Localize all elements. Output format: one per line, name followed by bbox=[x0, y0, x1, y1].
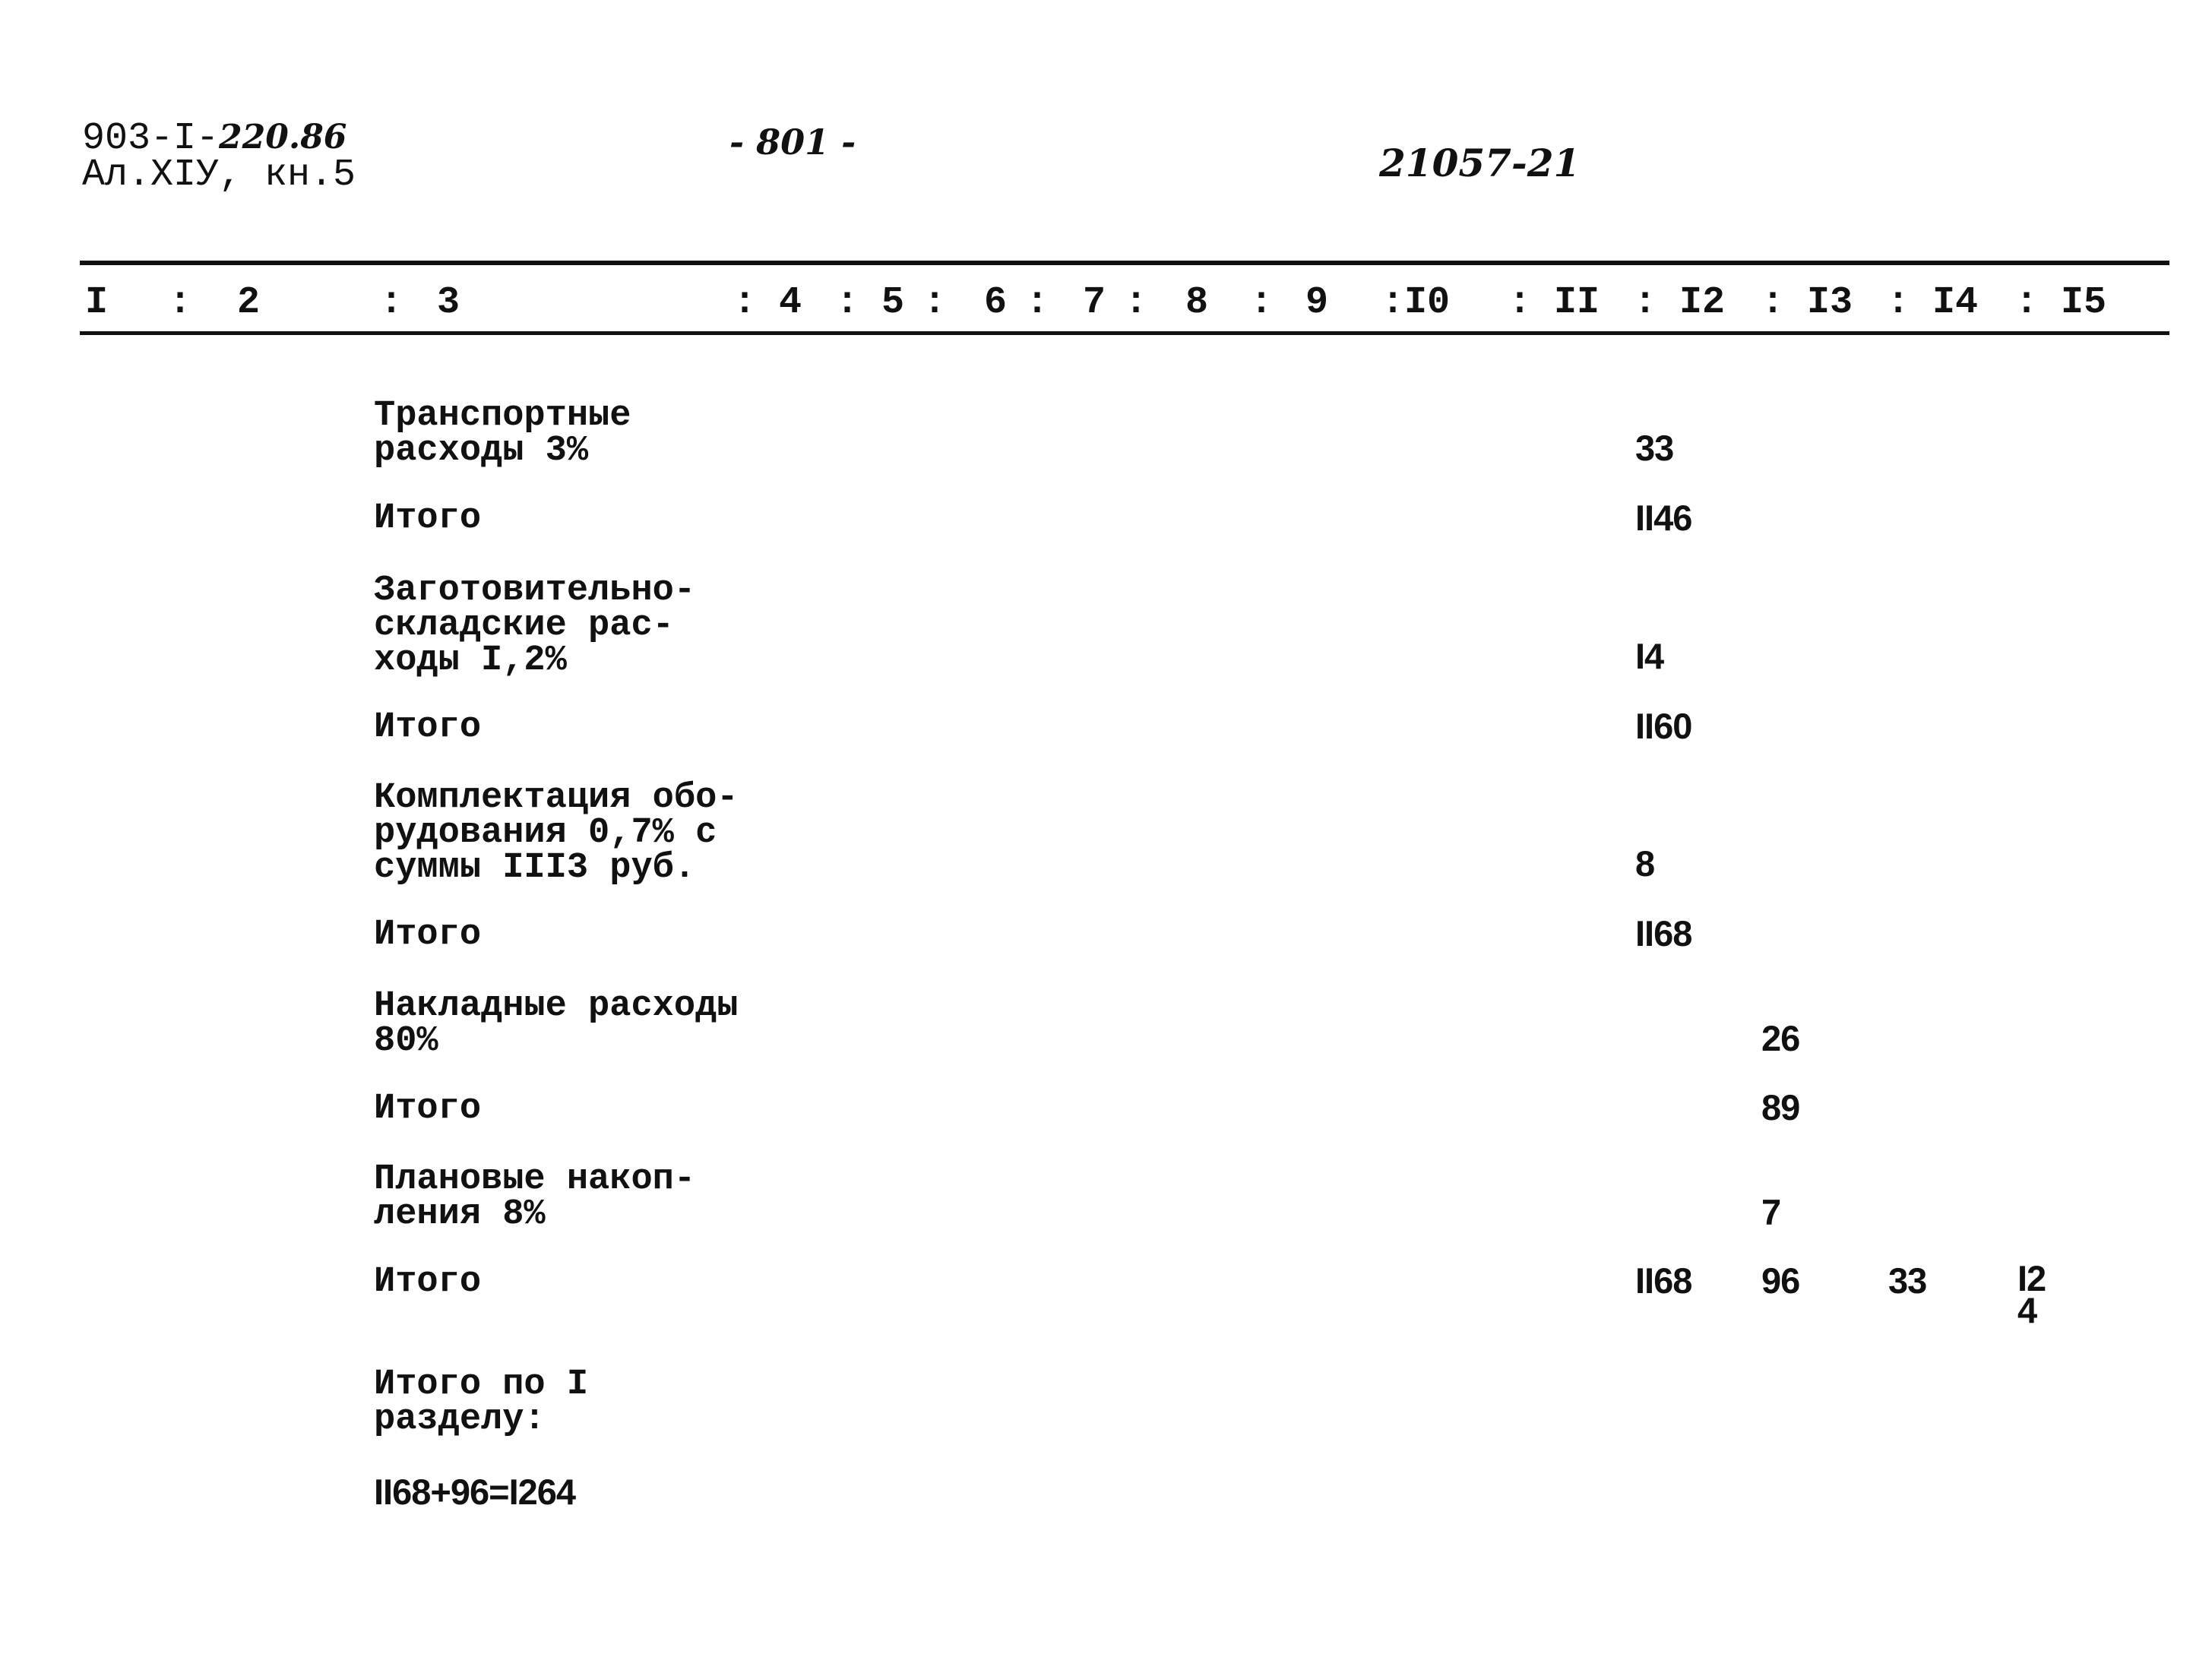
row-value-col13: 26 bbox=[1761, 1018, 1800, 1058]
row-value-col15: I2 4 bbox=[2017, 1258, 2046, 1330]
col-sep: : bbox=[1250, 281, 1274, 324]
row-value-col13: 7 bbox=[1761, 1192, 1781, 1232]
col-8: 8 bbox=[1185, 281, 1209, 324]
col-11: : II bbox=[1508, 281, 1600, 324]
col-13: : I3 bbox=[1761, 281, 1853, 324]
section-total-formula: II68+96=I264 bbox=[374, 1472, 576, 1512]
row-value-col13: 96 bbox=[1761, 1260, 1800, 1301]
row-value-col14: 33 bbox=[1888, 1260, 1927, 1301]
row-value-col12: 8 bbox=[1635, 843, 1655, 884]
col-3: 3 bbox=[437, 281, 460, 324]
col-7: 7 bbox=[1083, 281, 1106, 324]
row-value-col12: II60 bbox=[1635, 706, 1692, 746]
col-sep: : bbox=[169, 281, 192, 324]
col-6: 6 bbox=[984, 281, 1008, 324]
row-label: Итого bbox=[374, 1089, 482, 1129]
row-value-col12: 33 bbox=[1635, 428, 1674, 468]
col-4: : 4 bbox=[733, 281, 802, 324]
section-total-label: Итого по I разделу: bbox=[374, 1364, 589, 1440]
header-underline bbox=[80, 331, 2169, 335]
col-12: : I2 bbox=[1634, 281, 1726, 324]
col-5: : 5 bbox=[836, 281, 905, 324]
doc-code-printed: 903-I- bbox=[82, 117, 220, 160]
doc-code-handwritten: 220.86 bbox=[219, 118, 347, 157]
row-label: Заготовительно- складские рас- ходы I,2% bbox=[374, 571, 696, 681]
row-label: Итого bbox=[374, 707, 482, 748]
col-sep: : bbox=[1026, 281, 1049, 324]
col-sep: : bbox=[380, 281, 403, 324]
doc-code bbox=[82, 118, 347, 159]
col-15: : I5 bbox=[2015, 281, 2107, 324]
col-sep: : bbox=[923, 281, 947, 324]
col-14: : I4 bbox=[1887, 281, 1979, 324]
row-label: Итого bbox=[374, 1262, 482, 1302]
row-label: Плановые накоп- ления 8% bbox=[374, 1159, 696, 1235]
top-rule bbox=[80, 261, 2169, 265]
row-value-col12: I4 bbox=[1635, 636, 1664, 676]
col-9: 9 bbox=[1305, 281, 1329, 324]
row-label: Итого bbox=[374, 498, 482, 539]
page-number: - 801 - bbox=[729, 122, 856, 163]
album-line: Ал.XIУ, кн.5 bbox=[82, 153, 356, 197]
row-label: Комплектация обо- рудования 0,7% с суммы III3 руб. bbox=[374, 778, 739, 888]
row-label: Итого bbox=[374, 915, 482, 955]
col-2: 2 bbox=[237, 281, 261, 324]
row-value-col12: II46 bbox=[1635, 498, 1692, 538]
col-sep: : bbox=[1125, 281, 1148, 324]
row-label: Накладные расходы 80% bbox=[374, 986, 739, 1061]
row-label: Транспортные расходы 3% bbox=[374, 396, 631, 471]
col-10: :I0 bbox=[1381, 281, 1451, 324]
row-value-col13: 89 bbox=[1761, 1087, 1800, 1127]
row-value-col12: II68 bbox=[1635, 913, 1692, 953]
column-number-header bbox=[0, 281, 2212, 327]
row-value-col12: II68 bbox=[1635, 1260, 1692, 1301]
sheet-code: 21057-21 bbox=[1379, 141, 1581, 185]
col-1: I bbox=[85, 281, 109, 324]
